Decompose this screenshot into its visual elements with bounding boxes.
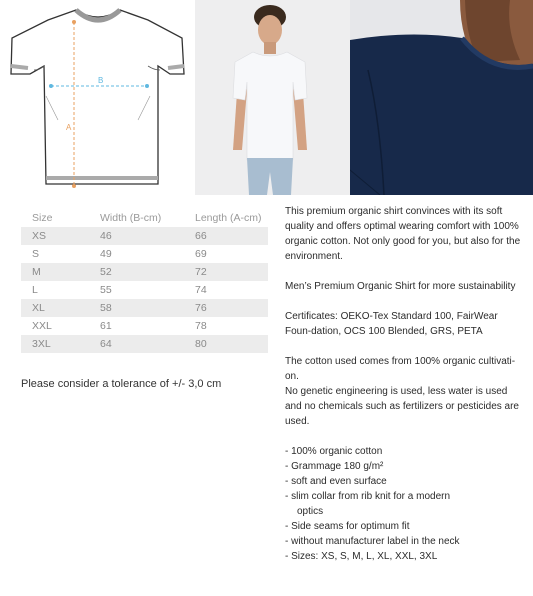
cell-size: S bbox=[32, 248, 40, 260]
navy-shirt-closeup-illustration bbox=[350, 0, 533, 195]
model-wearing-shirt-illustration bbox=[195, 0, 350, 195]
width-label-b: B bbox=[98, 76, 104, 85]
table-row bbox=[21, 227, 268, 245]
size-diagram bbox=[0, 0, 194, 195]
cell-length: 74 bbox=[195, 284, 207, 296]
cell-length: 80 bbox=[184, 335, 268, 353]
list-item: - soft and even surface bbox=[285, 476, 387, 487]
cell-width: 64 bbox=[89, 335, 184, 353]
cell-size: XXL bbox=[32, 320, 52, 332]
cell-width: 46 bbox=[89, 227, 184, 245]
cell-length: 66 bbox=[184, 227, 268, 245]
list-item: - Sizes: XS, S, M, L, XL, XXL, 3XL bbox=[285, 551, 438, 562]
table-row bbox=[21, 281, 268, 299]
list-item: - slim collar from rib knit for a modern bbox=[285, 491, 451, 502]
list-item bbox=[285, 504, 525, 519]
length-label-a: A bbox=[66, 123, 72, 132]
list-item-continuation: optics bbox=[297, 506, 324, 517]
description-certificates: Certificates: OEKO-Tex Standard 100, FairWear Foun-dation, OCS 100 Blended, GRS, PETA bbox=[285, 311, 498, 337]
description-intro: This premium organic shirt convinces with its soft quality and offers optimal wearing comfort with 100% organic cotton. Not only good for you, but also for the environment. bbox=[285, 206, 521, 262]
cell-size: L bbox=[32, 284, 38, 296]
product-description bbox=[285, 204, 525, 564]
cell-size: M bbox=[21, 263, 89, 281]
cell-width: 61 bbox=[100, 320, 112, 332]
model-photo bbox=[195, 0, 350, 195]
cell-length: 78 bbox=[195, 320, 207, 332]
feature-list bbox=[285, 444, 525, 564]
table-row bbox=[21, 335, 268, 353]
cell-length: 76 bbox=[184, 299, 268, 317]
description-cotton-practices: No genetic engineering is used, less water is used and no chemicals such as fertilizers or pesticides are used. bbox=[285, 386, 519, 427]
size-table bbox=[21, 209, 268, 353]
list-item: - 100% organic cotton bbox=[285, 446, 383, 457]
table-row bbox=[21, 263, 268, 281]
list-item: - Grammage 180 g/m² bbox=[285, 461, 384, 472]
cell-size: XS bbox=[21, 227, 89, 245]
table-row bbox=[21, 299, 268, 317]
cell-width: 58 bbox=[89, 299, 184, 317]
header-size: Size bbox=[32, 212, 53, 224]
table-row bbox=[21, 317, 268, 335]
cell-width: 52 bbox=[89, 263, 184, 281]
description-cotton-origin: The cotton used comes from 100% organic cultivati-on. bbox=[285, 356, 516, 382]
tshirt-outline-diagram bbox=[0, 0, 194, 195]
cell-width: 49 bbox=[100, 248, 112, 260]
shirt-closeup-photo bbox=[350, 0, 533, 195]
description-tagline: Men’s Premium Organic Shirt for more sustainability bbox=[285, 281, 516, 292]
cell-length: 69 bbox=[195, 248, 207, 260]
tolerance-note: Please consider a tolerance of +/- 3,0 cm bbox=[21, 378, 222, 390]
header-width: Width (B-cm) bbox=[100, 212, 162, 224]
cell-length: 72 bbox=[184, 263, 268, 281]
cell-width: 55 bbox=[100, 284, 112, 296]
list-item: - Side seams for optimum fit bbox=[285, 521, 410, 532]
cell-size: 3XL bbox=[21, 335, 89, 353]
list-item: - without manufacturer label in the neck bbox=[285, 536, 460, 547]
size-table-header bbox=[21, 209, 268, 227]
table-row bbox=[21, 245, 268, 263]
header-length: Length (A-cm) bbox=[195, 212, 262, 224]
cell-size: XL bbox=[21, 299, 89, 317]
